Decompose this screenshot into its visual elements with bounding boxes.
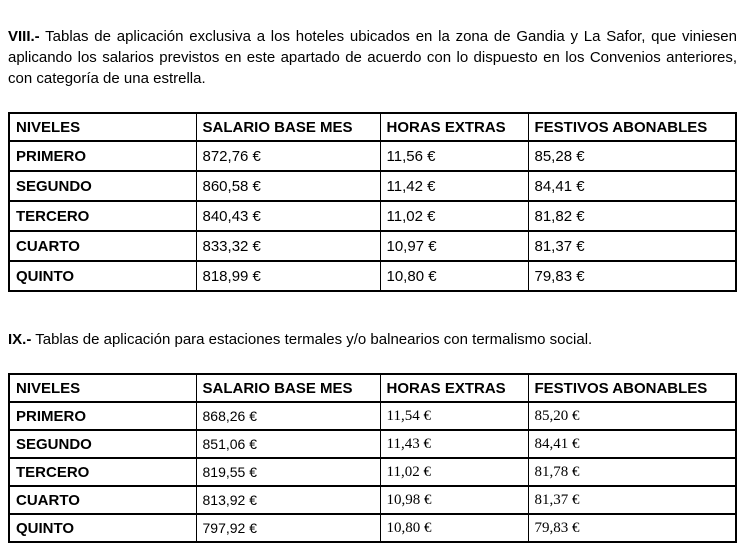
header-horas-extras: HORAS EXTRAS	[380, 113, 528, 141]
table-header-row	[9, 374, 736, 402]
table-viii-gandia-safor	[8, 112, 737, 292]
salario-cell: 840,43 €	[196, 201, 380, 231]
table-row	[9, 201, 736, 231]
horas-cell: 11,54 €	[380, 402, 528, 430]
horas-cell: 11,43 €	[380, 430, 528, 458]
level-cell: CUARTO	[9, 486, 196, 514]
level-cell: SEGUNDO	[9, 430, 196, 458]
level-cell: SEGUNDO	[9, 171, 196, 201]
table-row	[9, 514, 736, 542]
level-cell: QUINTO	[9, 514, 196, 542]
horas-cell: 11,02 €	[380, 201, 528, 231]
festivos-cell: 85,20 €	[528, 402, 736, 430]
salario-cell: 818,99 €	[196, 261, 380, 291]
horas-cell: 11,02 €	[380, 458, 528, 486]
table-row	[9, 231, 736, 261]
festivos-cell: 81,37 €	[528, 486, 736, 514]
header-salario-base-mes: SALARIO BASE MES	[196, 113, 380, 141]
table-row	[9, 402, 736, 430]
header-festivos-abonables: FESTIVOS ABONABLES	[528, 113, 736, 141]
table-row	[9, 261, 736, 291]
table-row	[9, 171, 736, 201]
table-row	[9, 458, 736, 486]
level-cell: TERCERO	[9, 458, 196, 486]
section-viii-paragraph	[8, 26, 737, 89]
salario-cell: 851,06 €	[196, 430, 380, 458]
section-viii-text: Tablas de aplicación exclusiva a los hoteles ubicados en la zona de Gandia y La Safor, que viniesen aplicando los salarios previstos en este apartado de acuerdo con lo dispuesto en los Convenios anteriores, con categoría de una estrella.	[8, 28, 737, 87]
salario-cell: 872,76 €	[196, 141, 380, 171]
festivos-cell: 81,78 €	[528, 458, 736, 486]
section-ix-paragraph	[8, 329, 737, 350]
level-cell: CUARTO	[9, 231, 196, 261]
festivos-cell: 81,37 €	[528, 231, 736, 261]
horas-cell: 10,80 €	[380, 514, 528, 542]
salario-cell: 860,58 €	[196, 171, 380, 201]
table-ix-termales-balnearios	[8, 373, 737, 543]
salario-cell: 797,92 €	[196, 514, 380, 542]
festivos-cell: 79,83 €	[528, 261, 736, 291]
table-row	[9, 430, 736, 458]
header-horas-extras: HORAS EXTRAS	[380, 374, 528, 402]
table-header-row	[9, 113, 736, 141]
header-salario-base-mes: SALARIO BASE MES	[196, 374, 380, 402]
salario-cell: 813,92 €	[196, 486, 380, 514]
table-row	[9, 486, 736, 514]
festivos-cell: 79,83 €	[528, 514, 736, 542]
section-viii-label: VIII.-	[8, 28, 40, 45]
horas-cell: 11,56 €	[380, 141, 528, 171]
horas-cell: 11,42 €	[380, 171, 528, 201]
header-niveles: NIVELES	[9, 374, 196, 402]
header-festivos-abonables: FESTIVOS ABONABLES	[528, 374, 736, 402]
salario-cell: 833,32 €	[196, 231, 380, 261]
salario-cell: 819,55 €	[196, 458, 380, 486]
level-cell: PRIMERO	[9, 402, 196, 430]
table-row	[9, 141, 736, 171]
section-ix-label: IX.-	[8, 331, 32, 348]
horas-cell: 10,98 €	[380, 486, 528, 514]
festivos-cell: 81,82 €	[528, 201, 736, 231]
festivos-cell: 84,41 €	[528, 430, 736, 458]
header-niveles: NIVELES	[9, 113, 196, 141]
section-ix-text: Tablas de aplicación para estaciones termales y/o balnearios con termalismo social.	[31, 331, 593, 348]
festivos-cell: 85,28 €	[528, 141, 736, 171]
festivos-cell: 84,41 €	[528, 171, 736, 201]
salario-cell: 868,26 €	[196, 402, 380, 430]
horas-cell: 10,97 €	[380, 231, 528, 261]
horas-cell: 10,80 €	[380, 261, 528, 291]
level-cell: TERCERO	[9, 201, 196, 231]
level-cell: QUINTO	[9, 261, 196, 291]
level-cell: PRIMERO	[9, 141, 196, 171]
